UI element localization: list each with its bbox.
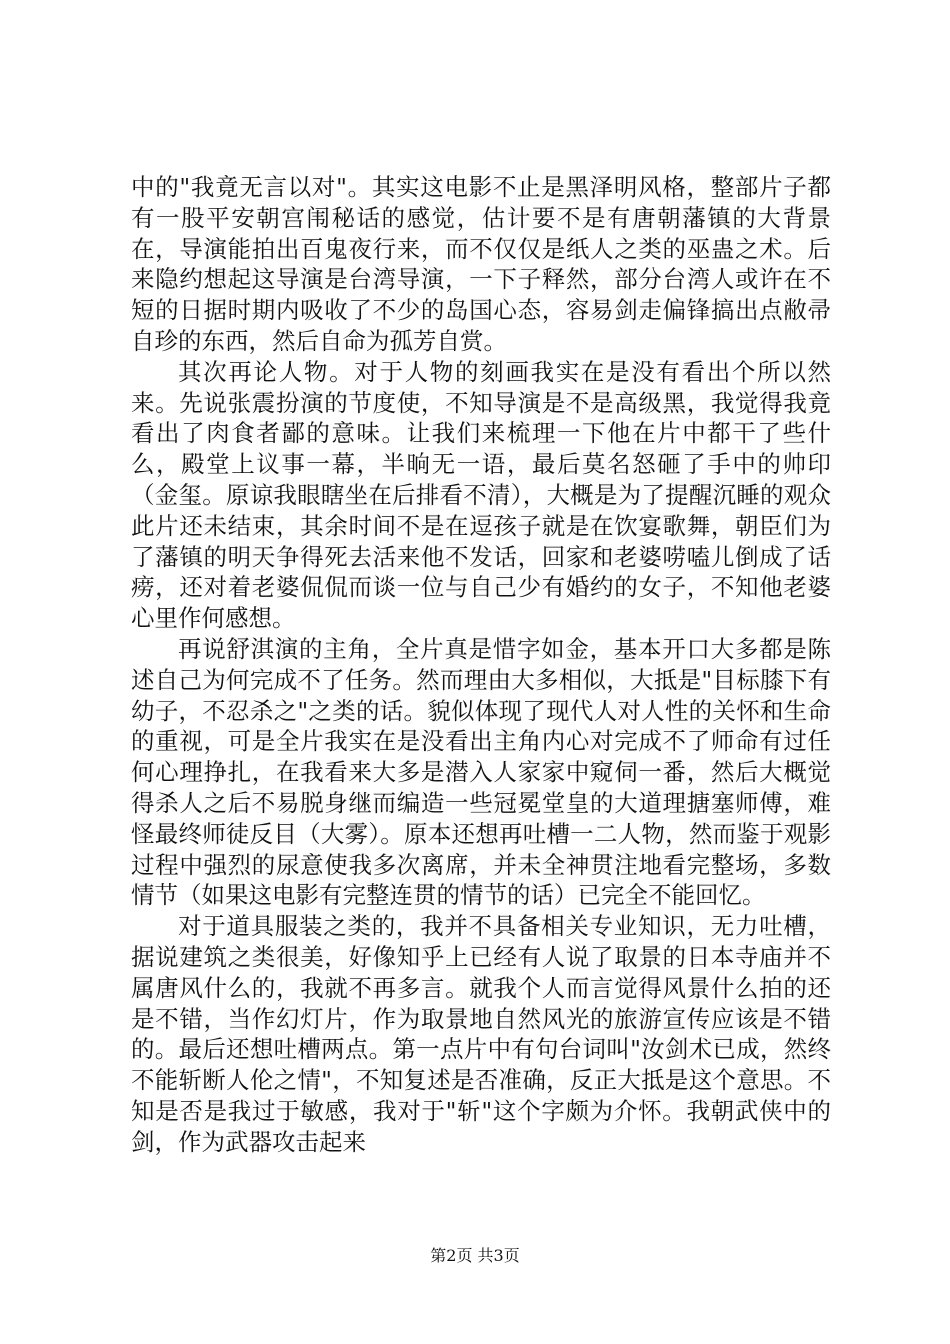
page-footer: 第2页 共3页 [430,1246,520,1265]
paragraph-3: 再说舒淇演的主角，全片真是惜字如金，基本开口大多都是陈述自己为何完成不了任务。然而理由大多相似，大抵是"目标膝下有幼子，不忍杀之"之类的话。貌似体现了现代人对人性的关怀和生命的重视，可是全片我实在是没看出主角内心对完成不了师命有过任何心理挣扎，在我看来大多是潜入人家家中窥伺一番，然后大概觉得杀人之后不易脱身继而编造一些冠冕堂皇的大道理搪塞师傅，难怪最终师徒反目（大雾）。原本还想再吐槽一二人物，然而鉴于观影过程中强烈的尿意使我多次离席，并未全神贯注地看完整场，多数情节（如果这电影有完整连贯的情节的话）已完全不能回忆。 [131,634,831,910]
article-body [131,172,831,1158]
paragraph-1: 中的"我竟无言以对"。其实这电影不止是黑泽明风格，整部片子都有一股平安朝宫闱秘话的感觉，估计要不是有唐朝藩镇的大背景在，导演能拍出百鬼夜行来，而不仅仅是纸人之类的巫蛊之术。后来隐约想起这导演是台湾导演，一下子释然，部分台湾人或许在不短的日据时期内吸收了不少的岛国心态，容易剑走偏锋搞出点敝帚自珍的东西，然后自命为孤芳自赏。 [131,173,831,355]
paragraph-4: 对于道具服装之类的，我并不具备相关专业知识，无力吐槽，据说建筑之类很美，好像知乎上已经有人说了取景的日本寺庙并不属唐风什么的，我就不再多言。就我个人而言觉得风景什么拍的还是不错，当作幻灯片，作为取景地自然风光的旅游宣传应该是不错的。最后还想吐槽两点。第一点片中有句台词叫"汝剑术已成，然终不能斩断人伦之情"，不知复述是否准确，反正大抵是这个意思。不知是否是我过于敏感，我对于"斩"这个字颇为介怀。我朝武侠中的剑，作为武器攻击起来 [131,912,831,1156]
paragraph-2: 其次再论人物。对于人物的刻画我实在是没有看出个所以然来。先说张震扮演的节度使，不知导演是不是高级黑，我觉得我竟看出了肉食者鄙的意味。让我们来梳理一下他在片中都干了些什么，殿堂上议事一幕，半晌无一语，最后莫名怒砸了手中的帅印（金玺。原谅我眼瞎坐在后排看不清），大概是为了提醒沉睡的观众此片还未结束，其余时间不是在逗孩子就是在饮宴歌舞，朝臣们为了藩镇的明天争得死去活来他不发话，回家和老婆唠嗑儿倒成了话痨，还对着老婆侃侃而谈一位与自己少有婚约的女子，不知他老婆心里作何感想。 [131,357,831,633]
